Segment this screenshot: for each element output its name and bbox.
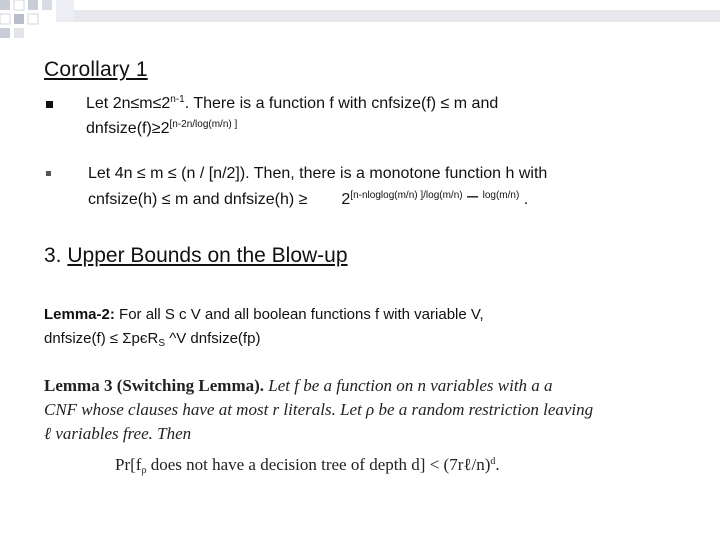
lemma-3-line-1 xyxy=(44,374,684,398)
text: ^V dnfsize(fp) xyxy=(165,330,261,347)
text: Let f be a function on n variables with a a xyxy=(268,376,553,395)
bullet-small-square-icon xyxy=(46,171,51,176)
lemma-3-line-3 xyxy=(44,422,684,446)
text: Pr[f xyxy=(115,455,142,474)
text: ℓ variables free. Then xyxy=(44,424,192,443)
lemma-3-title: Lemma 3 xyxy=(44,376,113,395)
lemma-3-subtitle: (Switching Lemma). xyxy=(116,376,265,395)
section-title: Upper Bounds on the Blow-up xyxy=(67,244,348,267)
corollary-item-2 xyxy=(88,163,708,211)
lemma-3-formula xyxy=(115,453,500,477)
superscript: n-1 xyxy=(170,94,185,105)
text: . There is a function f with cnfsize(f) ≤ m and xyxy=(184,95,499,112)
text: does not have a decision tree of depth d] < (7rℓ/n) xyxy=(146,455,491,474)
corollary-item-1-line-1 xyxy=(86,93,706,115)
text: cnfsize(h) ≤ m and dnfsize(h) ≥ xyxy=(88,191,308,208)
lemma-2-line-2 xyxy=(44,327,704,351)
section-number: 3. xyxy=(44,244,62,267)
lemma-2-label: Lemma-2: xyxy=(44,306,115,323)
text: . xyxy=(495,455,500,474)
text: dnfsize(f) ≤ ΣpєR xyxy=(44,330,159,347)
section-heading xyxy=(44,244,348,268)
corollary-item-1-line-2 xyxy=(86,118,706,140)
lemma-3 xyxy=(44,374,684,446)
subscript: ρ xyxy=(141,465,147,476)
superscript: d xyxy=(490,456,496,467)
text: CNF whose clauses have at most r literals. Let ρ be a random restriction leaving xyxy=(44,400,594,419)
lemma-3-line-2 xyxy=(44,398,684,422)
corollary-item-1 xyxy=(86,93,706,140)
text: 2 xyxy=(341,191,351,208)
superscript: [n-2n/log(m/n) ] xyxy=(169,119,238,130)
text: . xyxy=(523,191,529,208)
subscript: S xyxy=(158,338,166,349)
corollary-item-2-line-2 xyxy=(88,185,708,211)
lemma-2 xyxy=(44,303,704,351)
lemma-2-line-1 xyxy=(44,303,704,327)
superscript: log(m/n) xyxy=(482,190,520,201)
bullet-square-icon xyxy=(46,101,53,108)
minus-sign: – xyxy=(467,185,479,207)
decorative-header-tiles xyxy=(0,0,720,40)
corollary-item-2-line-1: Let 4n ≤ m ≤ (n / [n/2]). Then, there is a monotone function h with xyxy=(88,165,548,182)
text: Let 2n≤m≤2 xyxy=(86,95,171,112)
text: dnfsize(f)≥2 xyxy=(86,120,170,137)
text: For all S c V and all boolean functions f with variable V, xyxy=(114,306,484,323)
corollary-title: Corollary 1 xyxy=(44,58,148,81)
superscript: [n-nloglog(m/n) ]/log(m/n) xyxy=(350,190,463,201)
